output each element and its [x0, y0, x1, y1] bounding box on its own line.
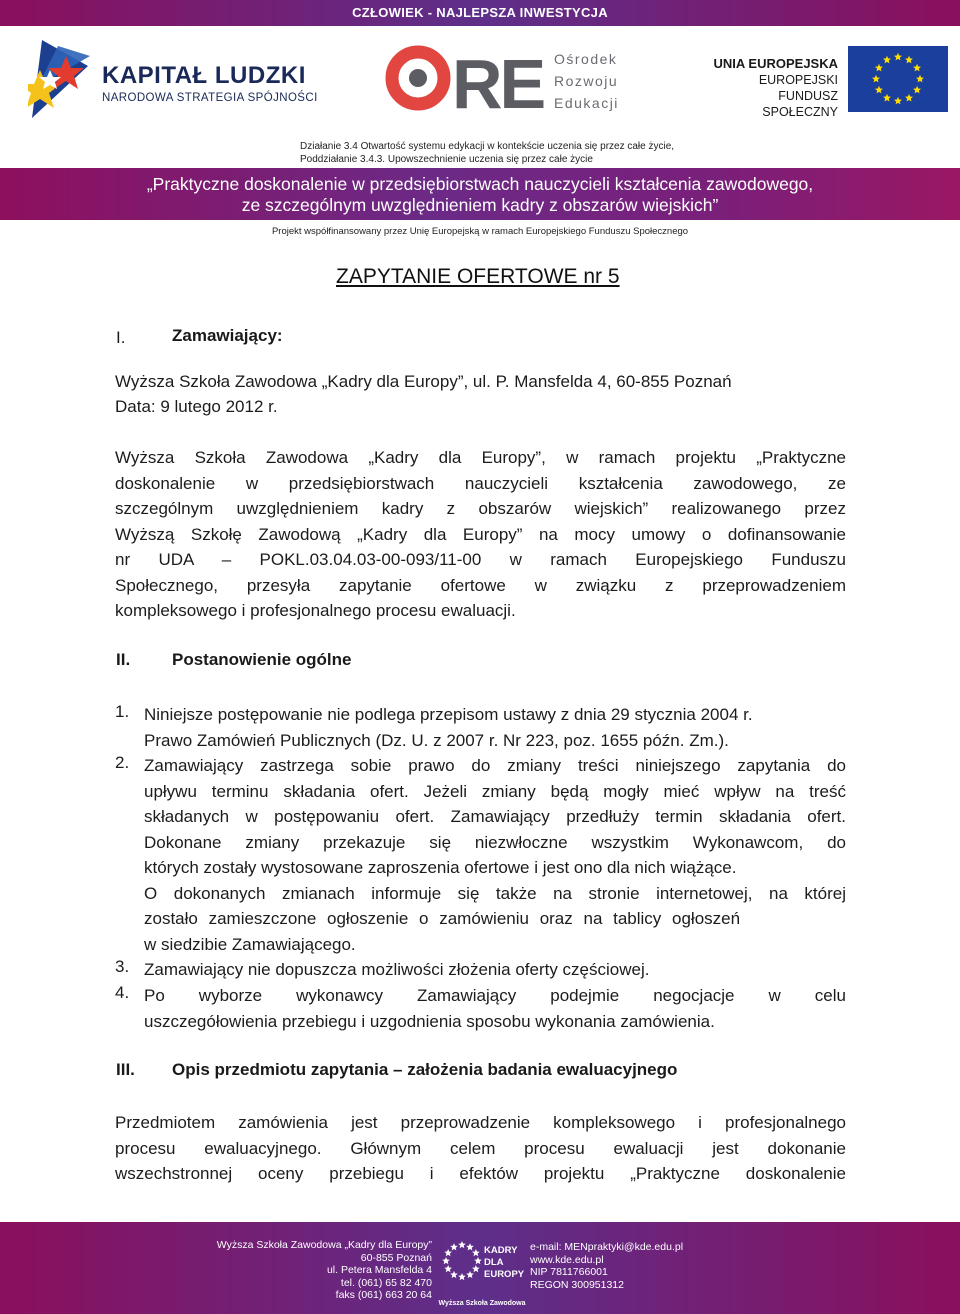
list-item-3-number: 3. — [115, 957, 130, 976]
orderer-date: Data: 9 lutego 2012 r. — [115, 397, 278, 416]
ore-logo — [382, 40, 642, 120]
list-item-4-line: uszczegółowienia przebiegu i uzgodnienia sposobu wykonania zamówienia. — [144, 1011, 715, 1031]
section-1-number: I. — [116, 328, 126, 347]
project-title-line-2: ze szczególnym uwzględnieniem kadry z obszarów wiejskich” — [241, 195, 719, 215]
eu-flag-icon — [848, 46, 948, 112]
action-line-1: Działanie 3.4 Otwartość systemu edykacji w kontekście uczenia się przez całe życie, — [300, 141, 675, 152]
top-banner — [0, 0, 960, 26]
kde-logo-line-2: DLA — [484, 1257, 504, 1268]
document-title: ZAPYTANIE OFERTOWE nr 5 — [336, 265, 620, 288]
kapital-ludzki-logo — [28, 26, 348, 126]
section-3-line: procesu ewaluacyjnego. Głównym celem procesu ewaluacji jest dokonanie — [115, 1138, 846, 1158]
cofinance-note: Projekt współfinansowany przez Unię Europejską w ramach Europejskiego Funduszu Społecznego — [271, 226, 689, 237]
section-3-number: III. — [116, 1060, 135, 1079]
list-item-2-line: składanych w postępowaniu ofert. Zamawiający przedłuży termin składania ofert. — [144, 807, 846, 826]
kapital-ludzki-subtitle: NARODOWA STRATEGIA SPÓJNOŚCI — [102, 92, 318, 104]
orderer-address: Wyższa Szkoła Zawodowa „Kadry dla Europy”, ul. P. Mansfelda 4, 60-855 Poznań — [115, 372, 732, 391]
action-line-2: Poddziałanie 3.4.3. Upowszechnienie uczenia się przez całe życie — [300, 154, 593, 165]
footer-contact — [530, 1241, 683, 1291]
list-item-2-line: w siedzibie Zamawiającego. — [144, 934, 356, 954]
list-item-2-line: Zamawiający zastrzega sobie prawo do zmiany treści niniejszego zapytania do — [144, 756, 846, 775]
footer-website: www.kde.edu.pl — [530, 1253, 604, 1266]
footer-street: ul. Petera Mansfelda 4 — [326, 1264, 432, 1276]
top-banner-slogan: CZŁOWIEK - NAJLEPSZA INWESTYCJA — [352, 5, 608, 20]
intro-line: Społecznego, przesyła zapytanie ofertowe w związku z przeprowadzeniem — [115, 575, 846, 595]
list-item-4 — [144, 983, 846, 1034]
footer-email: e-mail: MENpraktyki@kde.edu.pl — [530, 1241, 684, 1253]
svg-text:RE: RE — [452, 45, 544, 120]
list-item-4-line: Po wyborze wykonawcy Zamawiający podejmie negocjacje w celu — [144, 986, 846, 1005]
list-item-2 — [144, 753, 846, 957]
list-item-1-number: 1. — [115, 702, 130, 721]
intro-line: szczególnym uwzględnieniem kadry z obszarów wiejskich” realizowanego przez — [115, 499, 846, 518]
footer-nip: NIP 7811766001 — [530, 1266, 608, 1278]
list-item-2-line: upływu terminu składania ofert. Jeżeli zmiany będą mogły mieć wpływ na treść — [144, 781, 846, 801]
action-description — [300, 140, 674, 166]
intro-line: doskonalenie w przedsiębiorstwach nauczycieli kształcenia zawodowego, ze — [115, 473, 846, 493]
kde-logo-line-1: KADRY — [484, 1245, 518, 1256]
list-item-2-line: zostało zamieszczone ogłoszenie o zamówieniu oraz na tablicy ogłoszeń — [144, 909, 741, 928]
ore-line-osrodek: Ośrodek — [554, 51, 618, 67]
section-3-line: wszechstronnej oceny przebiegu i efektów projektu „Praktyczne doskonalenie — [115, 1164, 846, 1183]
footer-school-name: Wyższa Szkoła Zawodowa „Kadry dla Europy” — [216, 1239, 432, 1251]
list-item-2-number: 2. — [115, 753, 130, 772]
ore-ring-icon — [382, 40, 552, 120]
list-item-2-line: których zostały wystosowane zaproszenia ofertowe i jest ono dla nich wiążące. — [144, 858, 737, 877]
kde-logo-caption: Wyższa Szkoła Zawodowa — [438, 1300, 526, 1307]
list-item-3: Zamawiający nie dopuszcza możliwości złożenia oferty częściowej. — [144, 960, 650, 979]
list-item-2-line: Dokonane zmiany przekazuje się niezwłoczne wszystkim Wykonawcom, do — [144, 832, 846, 852]
ore-line-rozwoju: Rozwoju — [554, 73, 619, 89]
footer-phone: tel. (061) 65 82 470 — [340, 1276, 432, 1289]
list-item-1-line: Niniejsze postępowanie nie podlega przepisom ustawy z dnia 29 stycznia 2004 r. — [144, 705, 753, 724]
eu-fund-label-2: FUNDUSZ SPOŁECZNY — [762, 89, 838, 119]
section-3-paragraph — [115, 1110, 846, 1187]
kde-logo-line-3: EUROPY — [484, 1269, 524, 1280]
intro-paragraph — [115, 445, 846, 624]
ore-line-edukacji: Edukacji — [554, 95, 619, 111]
list-item-2-line: O dokonanych zmianach informuje się także na stronie internetowej, na której — [144, 883, 846, 903]
intro-line: Wyższa Szkoła Zawodowa „Kadry dla Europy”, w ramach projektu „Praktyczne — [115, 448, 846, 467]
list-item-4-number: 4. — [115, 983, 130, 1002]
project-title-band — [0, 168, 960, 220]
kde-stars-icon — [440, 1227, 524, 1299]
eu-fund-label-1: EUROPEJSKI — [758, 73, 838, 87]
footer-fax: faks (061) 663 20 64 — [335, 1289, 432, 1301]
list-item-1-line: Prawo Zamówień Publicznych (Dz. U. z 2007 r. Nr 223, poz. 1655 późn. Zm.). — [144, 730, 729, 750]
intro-line: Wyższą Szkołę Zawodową „Kadry dla Europy” na mocy umowy o dofinansowanie — [115, 524, 846, 544]
footer-regon: REGON 300951312 — [530, 1278, 624, 1291]
section-1-heading: Zamawiający: — [172, 326, 283, 345]
section-2-heading: Postanowienie ogólne — [172, 650, 352, 669]
kapital-ludzki-title: KAPITAŁ LUDZKI — [102, 62, 306, 89]
eu-logo — [702, 46, 950, 119]
footer-postal-code: 60-855 Poznań — [360, 1251, 432, 1264]
footer-address — [217, 1239, 432, 1302]
project-title-line-1: „Praktyczne doskonalenie w przedsiębiorstwach nauczycieli kształcenia zawodowego, — [146, 174, 814, 194]
section-2-number: II. — [116, 650, 131, 669]
intro-line: kompleksowego i profesjonalnego procesu ewaluacji. — [115, 601, 516, 620]
section-3-heading: Opis przedmiotu zapytania – założenia badania ewaluacyjnego — [172, 1060, 678, 1079]
kapital-ludzki-star-icon — [28, 26, 98, 126]
kadry-dla-europy-logo — [440, 1227, 524, 1311]
list-item-1 — [144, 702, 846, 753]
intro-line: nr UDA – POKL.03.04.03-00-093/11-00 w ramach Europejskiego Funduszu — [115, 550, 846, 569]
section-3-line: Przedmiotem zamówienia jest przeprowadzenie kompleksowego i profesjonalnego — [115, 1113, 846, 1132]
eu-union-label: UNIA EUROPEJSKA — [713, 56, 838, 71]
